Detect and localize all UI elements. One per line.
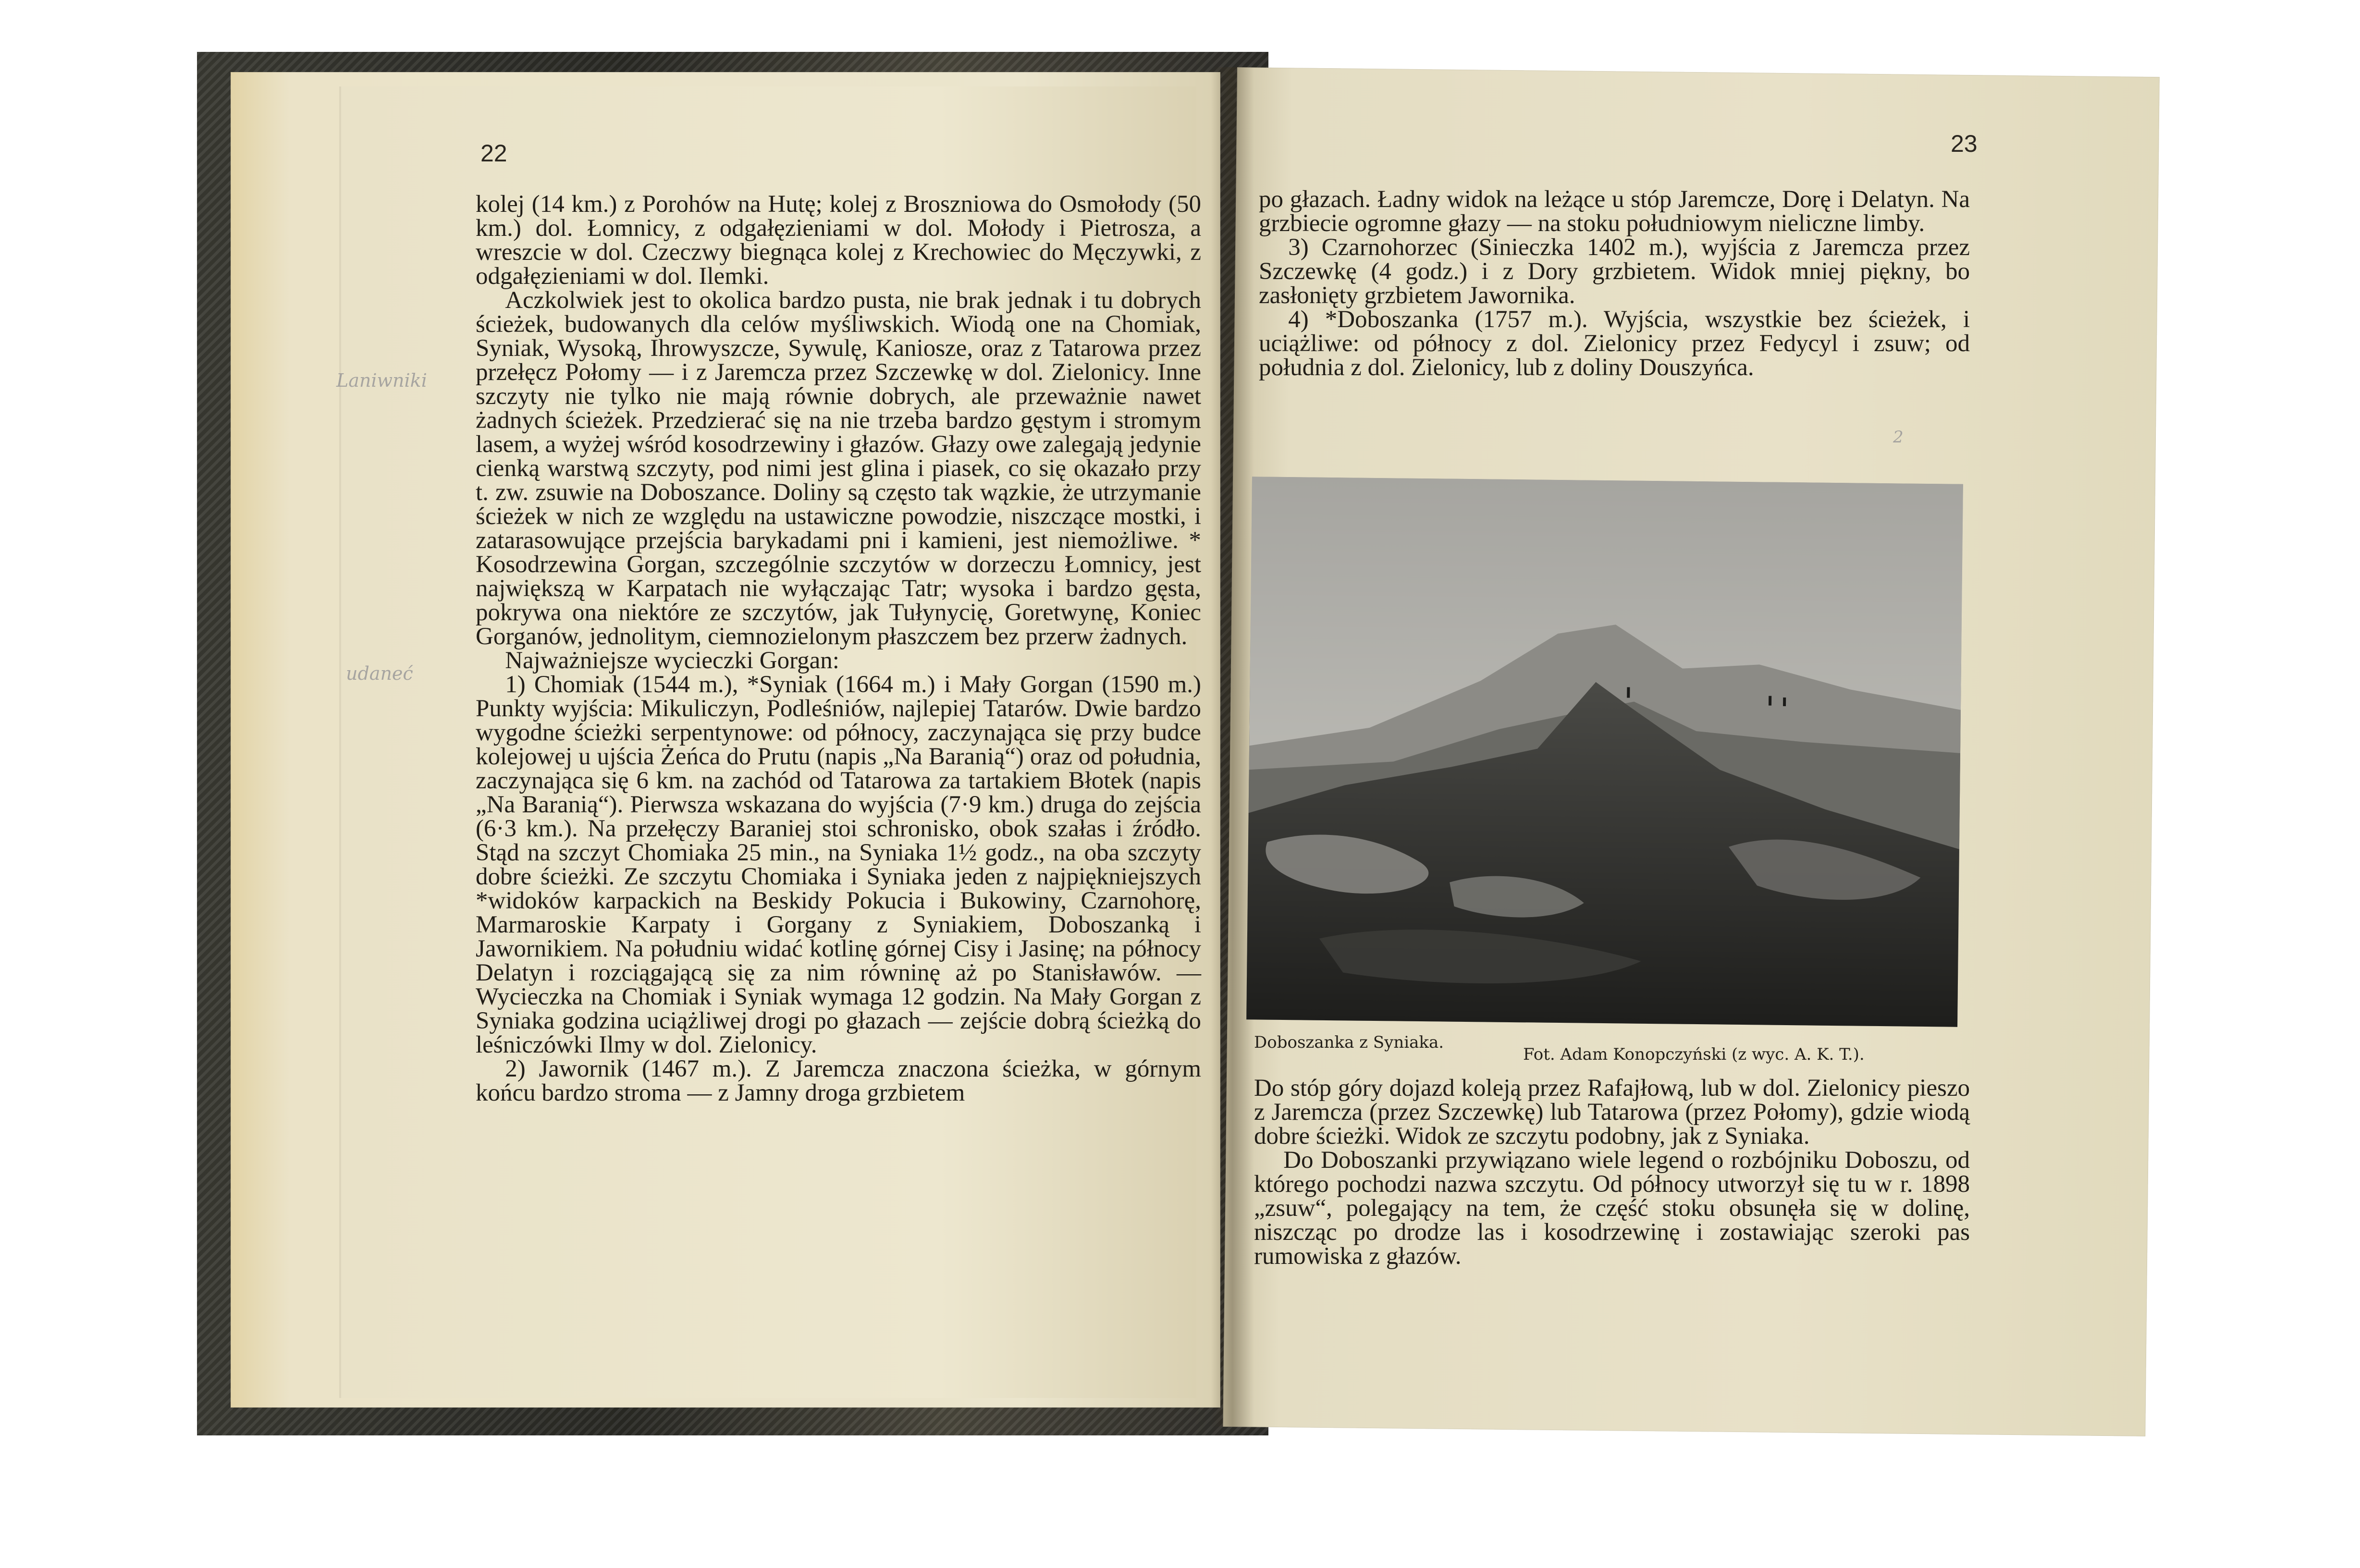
margin-note-2: udaneć (346, 663, 413, 684)
paragraph: Do Doboszanki przywiązano wiele legend o rozbójniku Doboszu, od którego pochodzi nazwa szczytu. Od północy utworzył się tu w r. 1898 „zsuw“, polegający na tem, że część stoku obsunęła się w dolinę, niszcząc po drodze las i kosodrzewinę i zostawiając szeroki pas rumowiska z głazów. (1254, 1147, 1970, 1270)
left-page-text (476, 192, 1201, 1105)
right-page-bottom-text (1254, 1076, 1970, 1268)
left-page-number: 22 (480, 140, 507, 167)
paragraph: Najważniejsze wycieczki Gorgan: (505, 647, 839, 674)
paragraph: kolej (14 km.) z Porohów na Hutę; kolej z Broszniowa do Osmołody (50 km.) dol. Łomnicy, z odgałęzieniami w dol. Mołody i Pietrosza, a wreszcie w dol. Czeczwy biegnąca kolej z Krechowiec do Męczywki, z odgałęzieniami w dol. Ilemki. (476, 191, 1201, 290)
paragraph: Aczkolwiek jest to okolica bardzo pusta, nie brak jednak i tu dobrych ścieżek, budowanych dla celów myśliwskich. Wiodą one na Chomiak, Syniak, Wysoką, Ihrowyszcze, Sywulę, Kaniosze, oraz z Tatarowa przez przełęcz Połomy — i z Jaremcza przez Szczewkę w dol. Zielonicy. Inne szczyty nie tylko nie mają równie dobrych, ale przeważnie nawet żadnych ścieżek. Przedzierać się na nie trzeba bardzo gęstym i stromym lasem, a wyżej wśród kosodrzewiny i głazów. Głazy owe zalegają jedynie cienką warstwą szczyty, pod nimi jest glina i piasek, co się okazało przy t. zw. zsuwie na Doboszance. Doliny są często tak wązkie, że utrzymanie ścieżek w nich ze względu na ustawiczne powodzie, niszczące mostki, i zatarasowujące przejścia barykadami pni i kamieni, jest niemożliwe. * Kosodrzewina Gorgan, szczególnie szczytów w dorzeczu Łomnicy, jest największą w Karpatach nie wyłączając Tatr; wysoka i bardzo gęsta, pokrywa ona niektóre ze szczytów, jak Tułynycię, Goretwynę, Koniec Gorganów, jednolitym, ciemnozielonym płaszczem bez przerw żadnych. (476, 287, 1201, 650)
hiker-figure (1769, 696, 1771, 706)
paragraph: Do stóp góry dojazd koleją przez Rafajłową, lub w dol. Zielonicy pieszo z Jaremcza (przez Szczewkę) lub Tatarowa (przez Połomy), gdzie wiodą dobre ścieżki. Widok ze szczytu podobny, jak z Syniaka. (1254, 1075, 1970, 1150)
paragraph: 3) Czarnohorzec (Sinieczka 1402 m.), wyjścia z Jaremcza przez Szczewkę (4 godz.) i z Dory grzbietem. Widok mniej piękny, bo zasłonięty grzbietem Jawornika. (1259, 234, 1970, 309)
paragraph: 4) *Doboszanka (1757 m.). Wyjścia, wszystkie bez ścieżek, i uciążliwe: od północy z dol. Zielonicy przez Fedycyl i zsuw; od południa z dol. Zielonicy, lub z doliny Douszyńca. (1259, 306, 1970, 381)
mountain-landscape (1246, 477, 1963, 1027)
margin-note-1: Laniwniki (336, 370, 427, 391)
right-page-number: 23 (1951, 130, 1978, 157)
photo-caption-title: Doboszanka z Syniaka. (1254, 1033, 1444, 1052)
paragraph: po głazach. Ładny widok na leżące u stóp Jaremcze, Dorę i Delatyn. Na grzbiecie ogromne głazy — na stoku południowym nieliczne limby. (1259, 186, 1970, 237)
photo-caption-credit: Fot. Adam Konopczyński (z wyc. A. K. T.). (1523, 1045, 1865, 1064)
mountain-photograph (1246, 477, 1963, 1027)
hiker-figure (1627, 687, 1630, 698)
paragraph: 2) Jawornik (1467 m.). Z Jaremcza znaczona ścieżka, w górnym końcu bardzo stroma — z Jamny droga grzbietem (476, 1055, 1201, 1106)
hiker-figure (1783, 698, 1786, 706)
paragraph: 1) Chomiak (1544 m.), *Syniak (1664 m.) i Mały Gorgan (1590 m.) Punkty wyjścia: Mikuliczyn, Podleśniów, najlepiej Tatarów. Dwie bardzo wygodne ścieżki serpentynowe: od północy, zaczynająca się przy budce kolejowej u ujścia Żeńca do Prutu (napis „Na Baranią“) oraz od południa, zaczynająca się 6 km. na zachód od Tatarowa za tartakiem Błotek (napis „Na Baranią“). Pierwsza wskazana do wyjścia (7·9 km.) druga do zejścia (6·3 km.). Na przełęczy Baraniej stoi schronisko, obok szałas i źródło. Stąd na szczyt Chomiaka 25 min., na Syniaka 1½ godz., na oba szczyty dobre ścieżki. Ze szczytu Chomiaka i Syniaka jeden z najpiękniejszych *widoków karpackich na Beskidy Pokucia i Bukowiny, Czarnohorę, Marmaroskie Karpaty i Gorgany z Syniakiem, Doboszanką i Jawornikiem. Na południu widać kotlinę górnej Cisy i Jasinę; na północy Delatyn i rozciągającą się za nim równinę aż po Stanisławów. — Wycieczka na Chomiak i Syniak wymaga 12 godzin. Na Mały Gorgan z Syniaka godzina uciążliwej drogi po głazach — zejście dobrą ścieżką do leśniczówki Ilmy w dol. Zielonicy. (476, 671, 1201, 1058)
right-page-top-text (1259, 187, 1970, 380)
pencil-mark: 2 (1893, 428, 1904, 447)
book-gutter (1211, 67, 1254, 1427)
